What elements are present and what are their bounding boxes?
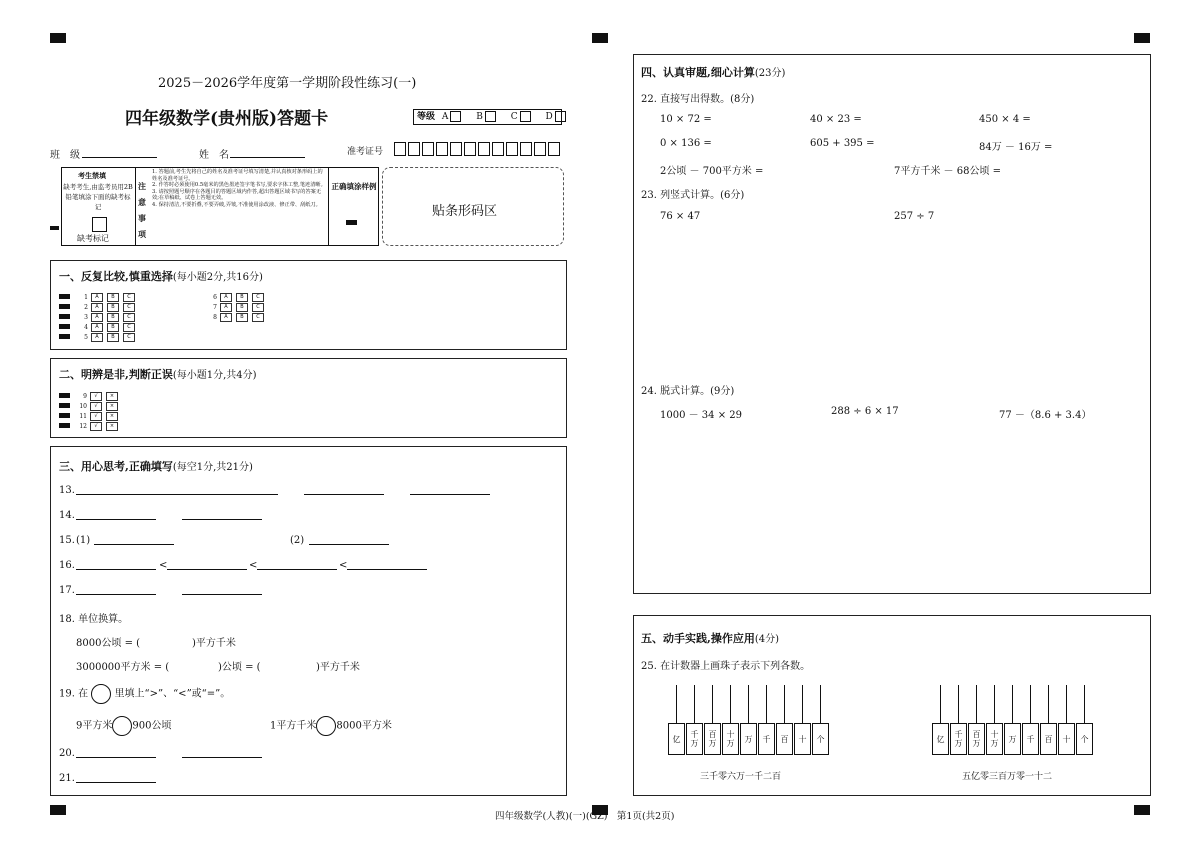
name-label: 姓 名 (199, 150, 229, 161)
q23-work-area[interactable] (641, 228, 1141, 378)
class-field[interactable] (82, 157, 157, 158)
q22-item-1: 10 × 72 = (660, 114, 712, 125)
choice-row-2[interactable]: 2 A B C (78, 302, 139, 313)
abacus-a-caption: 三千零六万一千二百 (700, 772, 782, 782)
rules-list (152, 169, 327, 209)
q18-a-left: 8000公顷 = ( (76, 638, 141, 649)
q20-blank-1[interactable] (76, 757, 156, 758)
name-field[interactable] (230, 157, 305, 158)
q23-label: 23. 列竖式计算。(6分) (641, 190, 745, 201)
class-label: 班 级 (50, 150, 80, 161)
judge-row-9[interactable]: 9 √ × (77, 391, 122, 402)
q20-label: 20. (59, 748, 75, 759)
q24-work-area[interactable] (641, 422, 1141, 587)
q16-blank-1[interactable] (76, 569, 156, 570)
choice-row-1[interactable]: 1 A B C (78, 292, 139, 303)
q15-part-2: (2) (290, 535, 305, 546)
q14-blank-1[interactable] (76, 519, 156, 520)
q22-item-5: 605 + 395 = (810, 138, 875, 149)
q18-b-blank-2[interactable] (262, 656, 316, 670)
absent-title: 考生禁填 (78, 171, 106, 180)
q15-blank-2[interactable] (309, 544, 389, 545)
q19-circle-a[interactable] (112, 716, 132, 736)
q16-blank-4[interactable] (347, 569, 427, 570)
q22-label: 22. 直接写出得数。(8分) (641, 94, 755, 105)
q16-lt-3: < (339, 560, 348, 571)
sample-label: 正确填涂样例 (331, 182, 377, 191)
q19-compare-b: 1平方千米 8000平方米 (270, 716, 392, 736)
page-footer: 四年级数学(人教)(一)(GZ) 第1页(共2页) (495, 811, 675, 822)
q18-b-left: 3000000平方米 = ( (76, 662, 170, 673)
grade-box (413, 109, 562, 125)
q18-b-right: )平方千米 (316, 662, 360, 673)
q13-blank-2[interactable] (304, 494, 384, 495)
q15-part-1: (1) (76, 535, 91, 546)
registration-mark (50, 33, 66, 43)
timing-mark (50, 226, 59, 230)
q18-a-right: )平方千米 (192, 638, 236, 649)
q19-compare-a: 9平方米 900公顷 (76, 716, 171, 736)
attention-label: 注意事项 (138, 181, 146, 239)
choice-row-5[interactable]: 5 A B C (78, 332, 139, 343)
q24-item-1: 1000 － 34 × 29 (660, 410, 742, 421)
registration-mark (50, 805, 66, 815)
q22-item-2: 40 × 23 = (810, 114, 862, 125)
q25-label: 25. 在计数器上画珠子表示下列各数。 (641, 661, 811, 672)
rule-3: 3. 请按照题号顺序在各题目的答题区域内作答,超出答题区域书写的答案无效;在草稿纸、试卷上答题无效。 (152, 188, 322, 202)
page-title: 四年级数学(贵州版)答题卡 (125, 109, 329, 129)
q22-item-4: 0 × 136 = (660, 138, 712, 149)
q17-blank-1[interactable] (76, 594, 156, 595)
q20-blank-2[interactable] (182, 757, 262, 758)
exam-id-label: 准考证号 (347, 147, 384, 157)
q15-blank-1[interactable] (94, 544, 174, 545)
q16-blank-3[interactable] (257, 569, 337, 570)
rule-2: 2. 作答时必须使用0.5毫米的黑色墨迹签字笔书写,要求字体工整,笔迹清晰。 (152, 182, 326, 189)
q21-blank-1[interactable] (76, 782, 156, 783)
choice-row-4[interactable]: 4 A B C (78, 322, 139, 333)
judge-row-12[interactable]: 12 √ × (77, 421, 122, 432)
choice-row-7[interactable]: 7 A B C (207, 302, 268, 313)
grade-a[interactable]: A (442, 112, 462, 122)
q17-blank-2[interactable] (182, 594, 262, 595)
q15-label: 15. (59, 535, 75, 546)
q22-item-7: 2公顷 － 700平方米 = (660, 166, 764, 177)
q23-item-1: 76 × 47 (660, 211, 701, 222)
absent-text: 缺考考生,由监考员用2B铅笔填涂下面的缺考标记 (63, 183, 133, 211)
q22-item-3: 450 × 4 = (979, 114, 1031, 125)
rule-1: 1. 答题前,考生先将自己的姓名及准考证号填写清楚,并认真核对条形码上的姓名及准考证号。 (152, 169, 323, 182)
q22-item-8: 7平方千米 － 68公顷 = (894, 166, 1002, 177)
judge-row-10[interactable]: 10 √ × (77, 401, 122, 412)
q19-circle-b[interactable] (316, 716, 336, 736)
absent-checkbox[interactable] (92, 217, 107, 232)
q21-label: 21. (59, 773, 75, 784)
section-4-title: 四、认真审题,细心计算(23分) (641, 66, 786, 79)
section-1-title: 一、反复比较,慎重选择(每小题2分,共16分) (59, 270, 263, 283)
choice-row-8[interactable]: 8 A B C (207, 312, 268, 323)
q24-item-3: 77 －（8.6 + 3.4） (999, 410, 1092, 421)
q23-item-2: 257 ÷ 7 (894, 211, 935, 222)
q18-a-blank[interactable] (137, 632, 192, 646)
rule-4: 4. 保持清洁,不要折叠,不要弄破,弄皱,不准使用涂改液、修正带、刮纸刀。 (152, 201, 321, 208)
q16-lt-2: < (249, 560, 258, 571)
sample-fill-mark (346, 220, 357, 225)
q16-blank-2[interactable] (167, 569, 247, 570)
q16-label: 16. (59, 560, 75, 571)
absent-mark-label: 缺考标记 (77, 234, 109, 243)
q17-label: 17. (59, 585, 75, 596)
q18-b-mid: )公顷 = ( (218, 662, 261, 673)
q18-b-blank-1[interactable] (163, 656, 218, 670)
q13-blank-3[interactable] (410, 494, 490, 495)
section-3-title: 三、用心思考,正确填写(每空1分,共21分) (59, 460, 253, 473)
section-5-title: 五、动手实践,操作应用(4分) (641, 632, 780, 645)
q18-label: 18. 单位换算。 (59, 614, 129, 625)
title-line-1: 2025－2026学年度第一学期阶段性练习(一) (158, 76, 417, 91)
q13-blank-1[interactable] (76, 494, 278, 495)
q19-instruction: 19. 在 里填上“>”、“<”或“=”。 (59, 684, 230, 704)
choice-row-6[interactable]: 6 A B C (207, 292, 268, 303)
choice-row-3[interactable]: 3 A B C (78, 312, 139, 323)
barcode-label: 贴条形码区 (432, 204, 498, 219)
q13-label: 13. (59, 485, 75, 496)
grade-label: 等级 (417, 112, 436, 122)
registration-mark (592, 33, 608, 43)
q24-label: 24. 脱式计算。(9分) (641, 386, 735, 397)
q14-label: 14. (59, 510, 75, 521)
registration-mark (1134, 805, 1150, 815)
grade-b[interactable]: B (476, 112, 496, 122)
q16-lt-1: < (159, 560, 168, 571)
q22-item-6: 84万 － 16万 = (979, 142, 1053, 153)
registration-mark (1134, 33, 1150, 43)
circle-icon (91, 684, 111, 704)
grade-d[interactable]: D (546, 112, 566, 122)
abacus-b-caption: 五亿零三百万零一十二 (962, 772, 1053, 782)
section-2-title: 二、明辨是非,判断正误(每小题1分,共4分) (59, 368, 257, 381)
q14-blank-2[interactable] (182, 519, 262, 520)
judge-row-11[interactable]: 11 √ × (77, 411, 122, 422)
grade-c[interactable]: C (511, 112, 531, 122)
q24-item-2: 288 ÷ 6 × 17 (831, 406, 899, 417)
